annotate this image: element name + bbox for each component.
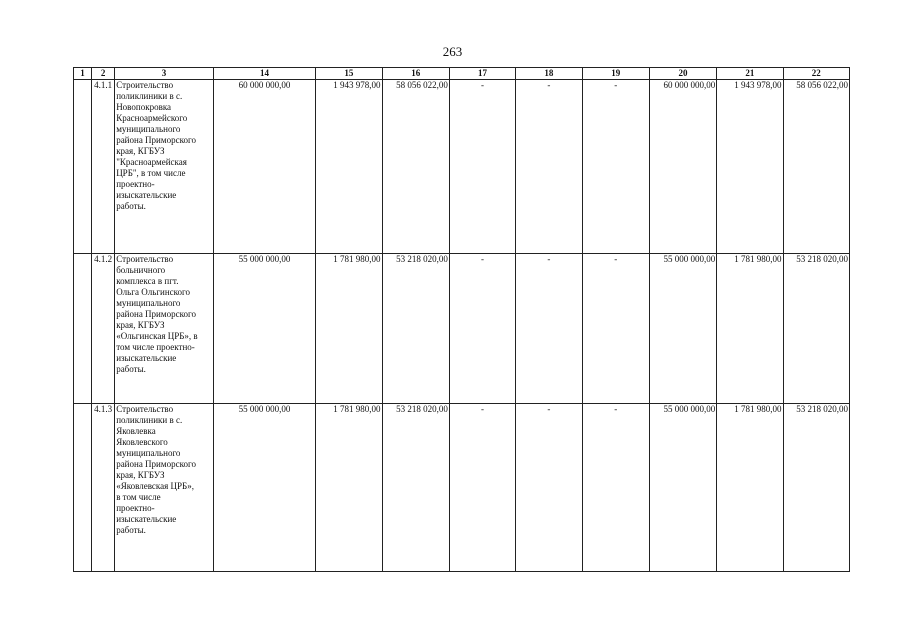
cell-col19: - <box>582 254 649 404</box>
cell-col18: - <box>516 404 582 572</box>
header-cell-18: 18 <box>516 68 582 80</box>
cell-item-name: Строительство поликлиники в с. Новопокровка Красноармейского муниципального района Приморского края, КГБУЗ "Красноармейская ЦРБ", в том числе проектно- изыскательские работы. <box>115 80 214 254</box>
cell-item-name: Строительство больничного комплекса в пгт. Ольга Ольгинского муниципального района Приморского края, КГБУЗ «Ольгинская ЦРБ», в том числе проектно- изыскательские работы. <box>115 254 214 404</box>
header-cell-14: 14 <box>213 68 316 80</box>
header-cell-22: 22 <box>783 68 849 80</box>
cell-col16: 58 056 022,00 <box>382 80 449 254</box>
budget-table <box>73 67 850 572</box>
cell-col19: - <box>582 404 649 572</box>
cell-col16: 53 218 020,00 <box>382 404 449 572</box>
cell-col15: 1 781 980,00 <box>316 404 382 572</box>
cell-col16: 53 218 020,00 <box>382 254 449 404</box>
cell-item-number: 4.1.3 <box>92 404 115 572</box>
cell-col20: 55 000 000,00 <box>649 404 716 572</box>
header-cell-3: 3 <box>115 68 214 80</box>
header-cell-2: 2 <box>92 68 115 80</box>
header-cell-15: 15 <box>316 68 382 80</box>
cell-col1 <box>74 254 92 404</box>
cell-col15: 1 943 978,00 <box>316 80 382 254</box>
cell-col22: 53 218 020,00 <box>783 254 849 404</box>
header-row <box>74 68 850 80</box>
header-cell-16: 16 <box>382 68 449 80</box>
table-row <box>74 80 850 254</box>
header-cell-20: 20 <box>649 68 716 80</box>
cell-col14: 55 000 000,00 <box>213 254 316 404</box>
cell-col22: 58 056 022,00 <box>783 80 849 254</box>
header-cell-1: 1 <box>74 68 92 80</box>
header-cell-17: 17 <box>449 68 515 80</box>
table-row <box>74 404 850 572</box>
page-number: 263 <box>442 44 463 59</box>
cell-col22: 53 218 020,00 <box>783 404 849 572</box>
cell-col18: - <box>516 254 582 404</box>
cell-col21: 1 781 980,00 <box>717 254 783 404</box>
cell-col20: 55 000 000,00 <box>649 254 716 404</box>
cell-col19: - <box>582 80 649 254</box>
cell-col21: 1 943 978,00 <box>717 80 783 254</box>
header-cell-19: 19 <box>582 68 649 80</box>
cell-col18: - <box>516 80 582 254</box>
cell-col14: 55 000 000,00 <box>213 404 316 572</box>
cell-col17: - <box>449 80 515 254</box>
cell-col21: 1 781 980,00 <box>717 404 783 572</box>
cell-col17: - <box>449 254 515 404</box>
cell-col17: - <box>449 404 515 572</box>
cell-item-number: 4.1.2 <box>92 254 115 404</box>
cell-item-number: 4.1.1 <box>92 80 115 254</box>
cell-col20: 60 000 000,00 <box>649 80 716 254</box>
cell-col1 <box>74 80 92 254</box>
cell-item-name: Строительство поликлиники в с. Яковлевка Яковлевского муниципального района Приморского края, КГБУЗ «Яковлевская ЦРБ», в том числе проектно- изыскательские работы. <box>115 404 214 572</box>
cell-col1 <box>74 404 92 572</box>
table-row <box>74 254 850 404</box>
cell-col14: 60 000 000,00 <box>213 80 316 254</box>
header-cell-21: 21 <box>717 68 783 80</box>
cell-col15: 1 781 980,00 <box>316 254 382 404</box>
